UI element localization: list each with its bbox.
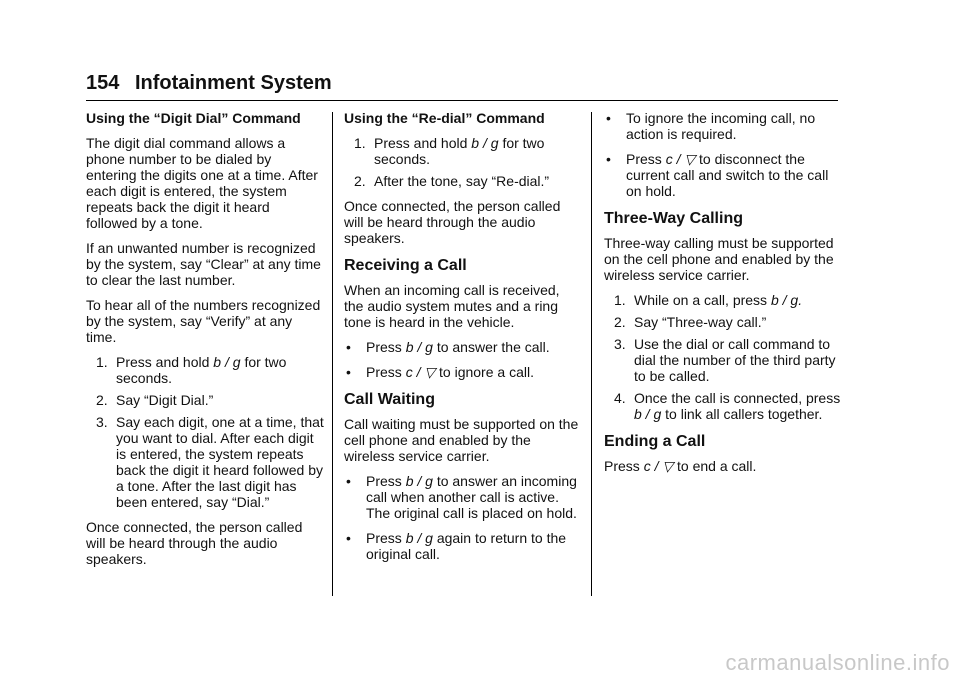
step-number: 1. — [614, 292, 626, 308]
phone-talk-icon: b / g — [471, 135, 499, 151]
bullet-text: Press — [366, 364, 402, 380]
step-item — [604, 292, 842, 308]
bullet-text: Press — [366, 530, 402, 546]
ending-call-title: Ending a Call — [604, 433, 706, 450]
step-number: 3. — [96, 414, 108, 430]
step-item — [86, 414, 324, 510]
phone-hangup-icon: c / ▽ — [643, 458, 674, 474]
column-2 — [344, 110, 582, 571]
step-text: for two seconds. — [374, 135, 545, 167]
bullet-item: • Press b / g to answer an incoming call when another call is active. The original call is placed on hold. — [346, 473, 577, 521]
redial-steps — [344, 135, 582, 189]
paragraph: To hear all of the numbers recognized by the system, say “Verify” at any time. — [86, 297, 321, 345]
bullet-text: to answer an incoming call when another call is active. The original call is placed on hold. — [366, 473, 577, 521]
column-1 — [86, 110, 324, 576]
phone-talk-icon: b / g — [213, 354, 241, 370]
paragraph: Call waiting must be supported on the cell phone and enabled by the wireless service carrier. — [344, 416, 579, 464]
section-title: Infotainment System — [134, 72, 332, 94]
page-header — [86, 72, 332, 95]
three-way-calling-title: Three-Way Calling — [604, 210, 743, 227]
step-number: 2. — [96, 392, 108, 408]
phone-talk-icon: b / g — [405, 473, 433, 489]
bullet-text: to answer the call. — [436, 339, 550, 355]
bullet-item: • Press b / g to answer the call. — [346, 339, 550, 355]
step-number: 3. — [614, 336, 626, 352]
step-text: Once the call is connected, press — [634, 390, 841, 406]
phone-hangup-icon: c / ▽ — [405, 364, 436, 380]
step-text: While on a call, press — [634, 292, 768, 308]
paragraph: If an unwanted number is recognized by the system, say “Clear” at any time to clear the last number. — [86, 240, 321, 288]
bullet-item: • Press b / g again to return to the original call. — [346, 530, 567, 562]
bullet-item: • To ignore the incoming call, no action is required. — [606, 110, 816, 142]
step-item — [604, 314, 842, 330]
step-item — [86, 392, 324, 408]
page-number: 154 — [86, 72, 120, 94]
watermark: carmanualsonline.info — [725, 650, 950, 675]
paragraph: When an incoming call is received, the audio system mutes and a ring tone is heard in the vehicle. — [344, 282, 560, 330]
step-text: Say “Three-way call.” — [634, 314, 767, 330]
bullet-text: again to return to the original call. — [366, 530, 567, 562]
receiving-call-title: Receiving a Call — [344, 257, 467, 274]
bullet-text: To ignore the incoming call, no action is required. — [626, 110, 816, 142]
digit-dial-steps — [86, 354, 324, 510]
step-number: 1. — [96, 354, 108, 370]
bullet-text: to ignore a call. — [439, 364, 534, 380]
step-item — [344, 135, 582, 167]
column-divider-1 — [332, 112, 333, 596]
phone-talk-icon: b / g — [634, 406, 662, 422]
paragraph-text: to end a call. — [677, 458, 757, 474]
bullet-item: • Press c / ▽ to ignore a call. — [346, 364, 534, 380]
bullet-text: to disconnect the current call and switch to the call on hold. — [626, 151, 829, 199]
step-text: Use the dial or call command to dial the number of the third party to be called. — [634, 336, 836, 384]
step-text: for two seconds. — [116, 354, 287, 386]
paragraph-text: Press — [604, 458, 640, 474]
phone-hangup-icon: c / ▽ — [665, 151, 696, 167]
step-number: 2. — [614, 314, 626, 330]
step-text: After the tone, say “Re-dial.” — [374, 173, 550, 189]
paragraph: Once connected, the person called will be heard through the audio speakers. — [344, 198, 561, 246]
step-text: Say each digit, one at a time, that you want to dial. After each digit is entered, the system repeats back the digit it heard followed by a tone. After the last digit has been entered, say “Dial.” — [116, 414, 324, 510]
digit-dial-heading: Using the “Digit Dial” Command — [86, 110, 301, 126]
call-waiting-title: Call Waiting — [344, 391, 435, 408]
paragraph: Once connected, the person called will be heard through the audio speakers. — [86, 519, 303, 567]
paragraph — [604, 458, 842, 474]
step-number: 2. — [354, 173, 366, 189]
step-text: Press and hold — [374, 135, 468, 151]
header-rule — [86, 100, 838, 101]
paragraph: Three-way calling must be supported on the cell phone and enabled by the wireless service carrier. — [604, 235, 834, 283]
step-text: to link all callers together. — [665, 406, 823, 422]
step-item — [344, 173, 582, 189]
step-text: Say “Digit Dial.” — [116, 392, 214, 408]
bullet-text: Press — [626, 151, 662, 167]
column-3 — [604, 110, 842, 483]
redial-heading: Using the “Re-dial” Command — [344, 110, 545, 126]
step-item — [86, 354, 324, 386]
step-item — [604, 336, 842, 384]
step-text: Press and hold — [116, 354, 210, 370]
phone-talk-icon: b / g. — [770, 292, 803, 308]
step-number: 1. — [354, 135, 366, 151]
phone-talk-icon: b / g — [405, 530, 433, 546]
step-number: 4. — [614, 390, 626, 406]
column-divider-2 — [591, 112, 592, 596]
bullet-text: Press — [366, 339, 402, 355]
bullet-text: Press — [366, 473, 402, 489]
phone-talk-icon: b / g — [405, 339, 433, 355]
three-way-steps — [604, 292, 842, 422]
paragraph: The digit dial command allows a phone number to be dialed by entering the digits one at a time. After each digit is entered, the system repeats back the digit it heard followed by a tone. — [86, 135, 318, 231]
step-item — [604, 390, 842, 422]
bullet-item: • Press c / ▽ to disconnect the current call and switch to the call on hold. — [606, 151, 829, 199]
